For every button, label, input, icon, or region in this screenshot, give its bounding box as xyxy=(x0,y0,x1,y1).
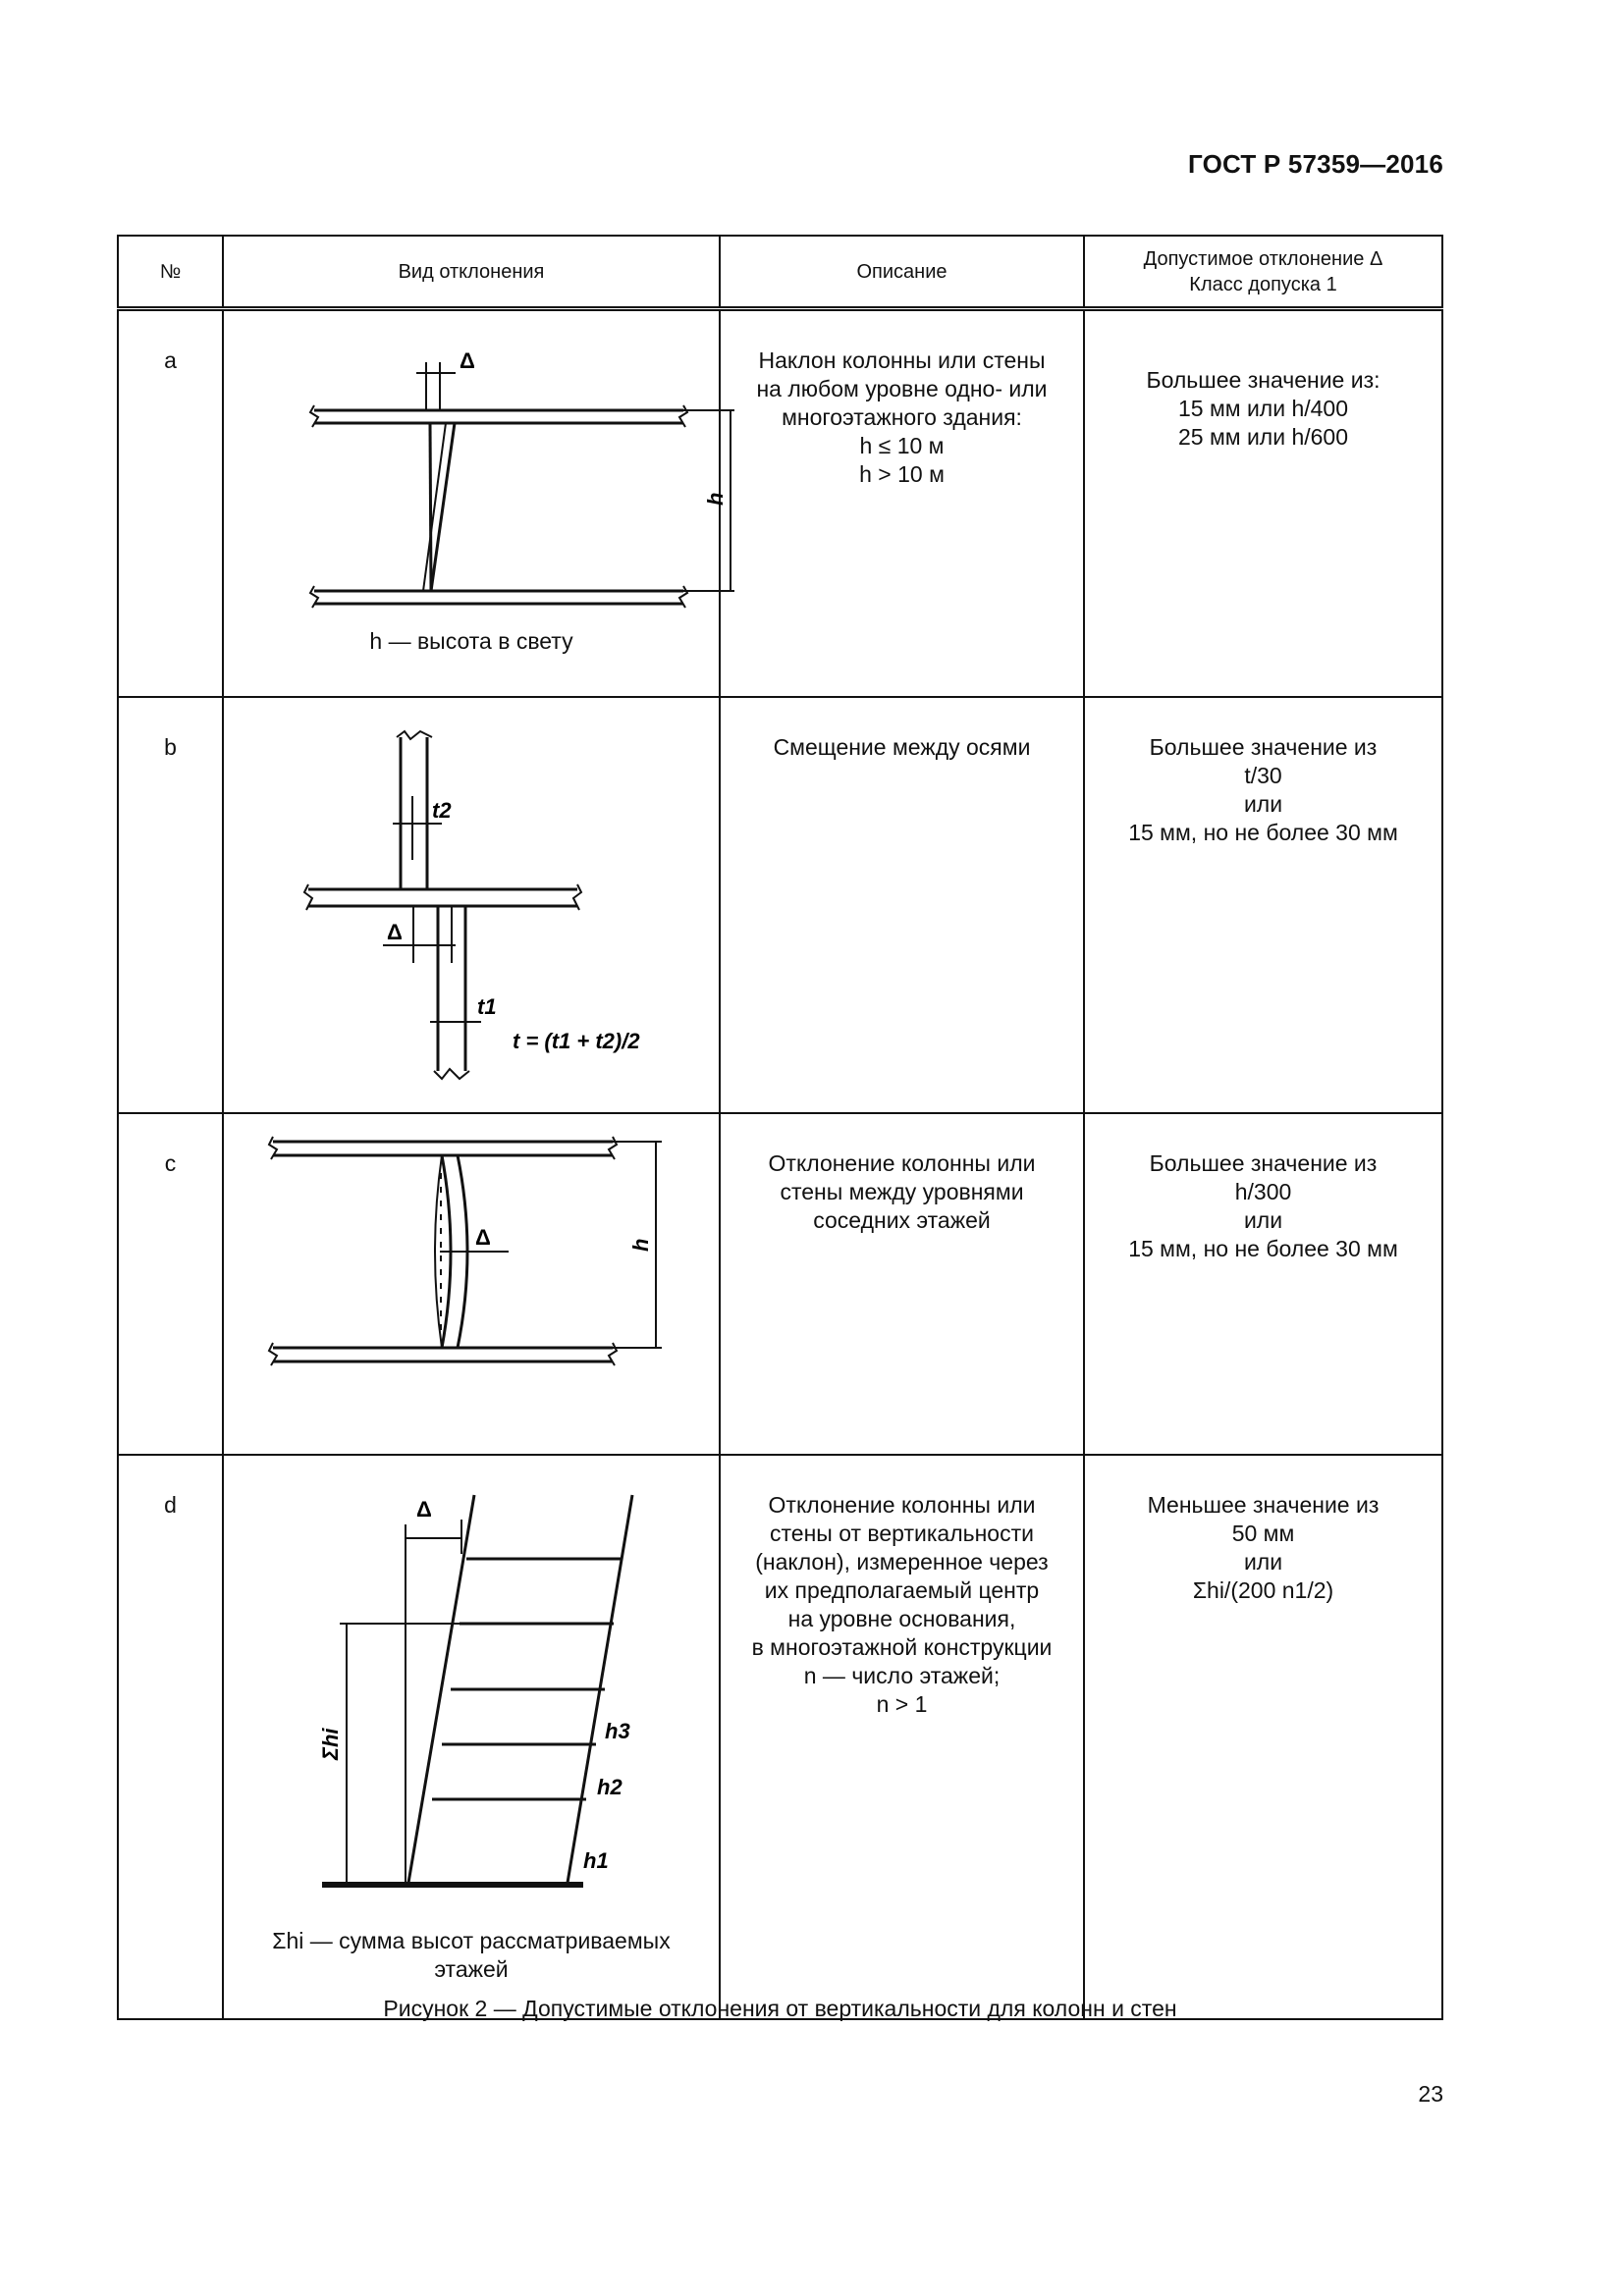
t1-label: t1 xyxy=(477,994,497,1019)
description-c xyxy=(720,1113,1084,1455)
h3-label: h3 xyxy=(605,1719,630,1743)
description-line: на уровне основания, xyxy=(787,1606,1016,1631)
document-code: ГОСТ Р 57359—2016 xyxy=(1188,149,1443,179)
description-d xyxy=(720,1455,1084,2019)
table-row-b xyxy=(118,697,1442,1113)
tolerance-header-line2: Класс допуска 1 xyxy=(1189,273,1337,295)
t2-label: t2 xyxy=(432,798,452,823)
t-formula: t = (t1 + t2)/2 xyxy=(513,1029,640,1053)
tolerance-d xyxy=(1084,1455,1442,2019)
diagram-multistory-tilt xyxy=(224,1456,721,1927)
description-b xyxy=(720,697,1084,1113)
description-line: Отклонение колонны или xyxy=(768,1492,1036,1518)
row-label: b xyxy=(118,697,223,1113)
tolerance-line: или xyxy=(1243,1207,1283,1233)
tolerance-line: Большее значение из: xyxy=(1146,367,1380,393)
tolerance-line: Большее значение из xyxy=(1149,1150,1378,1176)
figure-cell-a xyxy=(223,309,728,698)
delta-label: Δ xyxy=(416,1497,432,1522)
tolerance-line: Большее значение из xyxy=(1149,734,1378,760)
row-label: a xyxy=(118,309,223,698)
tolerance-table xyxy=(117,235,1443,2020)
tolerance-header-line1: Допустимое отклонение Δ xyxy=(1143,247,1383,270)
description-line: на любом уровне одно- или xyxy=(756,376,1048,401)
sum-h-label: Σhi xyxy=(318,1728,343,1760)
description-line: многоэтажного здания: xyxy=(782,404,1022,430)
h1-label: h1 xyxy=(583,1848,609,1873)
column-header-deviation-type: Вид отклонения xyxy=(223,236,720,309)
tolerance-line: Меньшее значение из xyxy=(1147,1492,1380,1518)
caption-line: Σhi — сумма высот рассматриваемых xyxy=(272,1928,671,1953)
h-label: h xyxy=(628,1238,653,1252)
table-header-row xyxy=(118,236,1442,309)
figure-cell-c xyxy=(223,1113,720,1455)
tolerance-line: или xyxy=(1243,791,1283,817)
tolerance-line: 15 мм или h/400 xyxy=(1177,396,1349,421)
tolerance-line: 15 мм, но не более 30 мм xyxy=(1128,1236,1398,1261)
tolerance-a xyxy=(1084,309,1442,698)
description-line: Смещение между осями xyxy=(773,734,1031,760)
description-line: n — число этажей; xyxy=(803,1663,1001,1688)
tolerance-line: 15 мм, но не более 30 мм xyxy=(1128,820,1398,845)
description-line: Наклон колонны или стены xyxy=(758,347,1046,373)
description-line: стены от вертикальности xyxy=(770,1521,1034,1546)
description-line: соседних этажей xyxy=(813,1207,991,1233)
description-line: Отклонение колонны или xyxy=(768,1150,1036,1176)
tolerance-line: t/30 xyxy=(1244,763,1282,788)
description-line: h > 10 м xyxy=(859,461,945,487)
description-line: n > 1 xyxy=(876,1691,928,1717)
column-header-description: Описание xyxy=(720,236,1084,309)
figure-caption: Рисунок 2 — Допустимые отклонения от вертикальности для колонн и стен xyxy=(383,1996,1177,2021)
caption-line: этажей xyxy=(434,1956,509,1982)
diagram-axis-offset xyxy=(224,698,721,1112)
description-a xyxy=(720,309,1084,698)
tolerance-c xyxy=(1084,1113,1442,1455)
tolerance-line: h/300 xyxy=(1234,1179,1292,1204)
description-line: h ≤ 10 м xyxy=(859,433,945,458)
row-label: c xyxy=(118,1113,223,1455)
column-header-number: № xyxy=(118,236,223,309)
figure-caption-d xyxy=(224,1927,719,1984)
description-line: стены между уровнями xyxy=(780,1179,1024,1204)
h-label: h xyxy=(703,492,728,506)
description-line: в многоэтажной конструкции xyxy=(751,1634,1053,1660)
delta-label: Δ xyxy=(460,348,475,373)
description-line: (наклон), измеренное через xyxy=(755,1549,1049,1575)
tolerance-line: Σhi/(200 n1/2) xyxy=(1192,1577,1334,1603)
page-number: 23 xyxy=(1418,2081,1443,2107)
tolerance-line: 25 мм или h/600 xyxy=(1177,424,1349,450)
tolerance-line: 50 мм xyxy=(1231,1521,1295,1546)
tolerance-b xyxy=(1084,697,1442,1113)
delta-label: Δ xyxy=(387,920,403,944)
figure-caption-a: h — высота в свету xyxy=(369,628,573,654)
diagram-column-bow xyxy=(224,1114,721,1454)
row-label: d xyxy=(118,1455,223,2019)
table-row-c xyxy=(118,1113,1442,1455)
figure-cell-b xyxy=(223,697,720,1113)
figure-cell-d xyxy=(223,1455,720,2019)
h2-label: h2 xyxy=(597,1775,623,1799)
table-row-a xyxy=(118,309,1442,698)
column-header-tolerance xyxy=(1084,236,1442,309)
table-row-d xyxy=(118,1455,1442,2019)
delta-label: Δ xyxy=(475,1225,491,1250)
description-line: их предполагаемый центр xyxy=(764,1577,1040,1603)
tolerance-line: или xyxy=(1243,1549,1283,1575)
